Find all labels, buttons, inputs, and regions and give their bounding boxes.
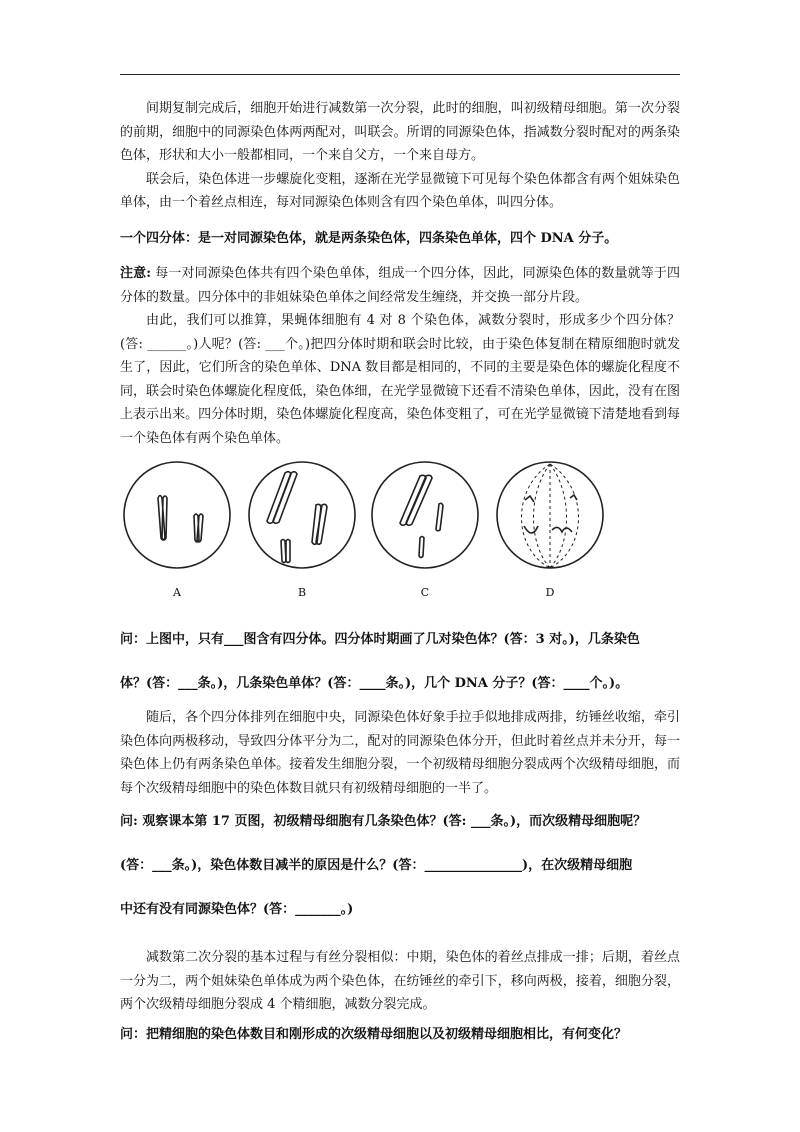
question-1-line-1: 问：上图中，只有___图含有四分体。四分体时期画了几对染色体？(答：3 对。)，几条染色	[120, 632, 640, 647]
cell-a	[124, 462, 230, 568]
cell-diagram-figure	[120, 458, 680, 606]
tetrad-definition: 一个四分体：是一对同源染色体，就是两条染色体，四条染色单体，四个 DNA 分子。	[120, 230, 618, 246]
cell-diagram	[120, 458, 680, 606]
note-text: 每一对同源染色体共有四个染色单体，组成一个四分体，因此，同源染色体的数量就等于四分体的数量。四分体中的非姐妹染色单体之间经常发生缠绕，并交换一部分片段。	[120, 266, 680, 305]
paragraph-tetrad: 联会后，染色体进一步螺旋化变粗，逐渐在光学显微镜下可见每个染色体都含有两个姐妹染色单体，由一个着丝点相连，每对同源染色体则含有四个染色单体，叫四分体。	[120, 171, 680, 210]
paragraph-anaphase: 随后，各个四分体排列在细胞中央，同源染色体好象手拉手似地排成两排，纺锤丝收缩，牵引染色体向两极移动，导致四分体平分为二，配对的同源染色体分开，但此时着丝点并未分开，每一染色体上仍有两条染色单体。接着发生细胞分裂，一个初级精母细胞分裂成两个次级精母细胞，而每个次级精母细胞中的染色体数目就只有初级精母细胞的一半了。	[120, 710, 680, 796]
question-2-line-3: 中还有没有同源染色体？(答：_______。)	[120, 902, 354, 917]
label-c: C	[420, 586, 430, 599]
header-rule	[120, 74, 680, 75]
label-d: D	[545, 586, 555, 599]
paragraph-calculation: 由此，我们可以推算，果蝇体细胞有 4 对 8 个染色体，减数分裂时，形成多少个四分体？(答: ______。)人呢？(答: ___个。)把四分体时期和联会时比较，由于染色体复制在精原细胞时就发生了，因此，它们所含的染色单体、DNA 数目都是相同的，不同的主要是染色体的螺旋化程度不同，联会时染色体螺旋化程度低，染色体细，在光学显微镜下还看不清染色单体，因此，没有在图上表示出来。四分体时期，染色体螺旋化程度高，染色体变粗了，可在光学显微镜下清楚地看到每一个染色体有两个染色单体。	[120, 313, 680, 446]
page-content	[120, 97, 680, 1046]
label-b: B	[297, 586, 307, 599]
question-1-line-2: 体？(答：___条。)，几条染色单体？(答：____条。)，几个 DNA 分子？(答：____个。)。	[120, 676, 629, 691]
note-label: 注意:	[120, 266, 152, 281]
label-a: A	[173, 586, 181, 599]
paragraph-note	[120, 262, 680, 309]
cell-b	[249, 462, 355, 568]
question-2-line-1: 问: 观察课本第 17 页图，初级精母细胞有几条染色体？(答: ___条。)，而次级精母细胞呢？	[120, 814, 647, 829]
question-3: 问：把精细胞的染色体数目和刚形成的次级精母细胞以及初级精母细胞相比，有何变化？	[120, 1026, 628, 1042]
paragraph-second-division: 减数第二次分裂的基本过程与有丝分裂相似：中期，染色体的着丝点排成一排；后期，着丝点一分为二，两个姐妹染色单体成为两个染色体，在纺锤丝的牵引下，移向两极，接着，细胞分裂，两个次级精母细胞分裂成 4 个精细胞，减数分裂完成。	[120, 950, 680, 1012]
cell-d	[497, 462, 603, 568]
question-2-line-2: (答：___条。)，染色体数目减半的原因是什么？(答：_______________)，在次级精母细胞	[120, 858, 633, 873]
cell-c	[372, 462, 478, 568]
paragraph-first-division: 间期复制完成后，细胞开始进行减数第一次分裂，此时的细胞，叫初级精母细胞。第一次分裂的前期，细胞中的同源染色体两两配对，叫联会。所谓的同源染色体，指减数分裂时配对的两条染色体，形状和大小一般都相同，一个来自父方，一个来自母方。	[120, 101, 680, 163]
